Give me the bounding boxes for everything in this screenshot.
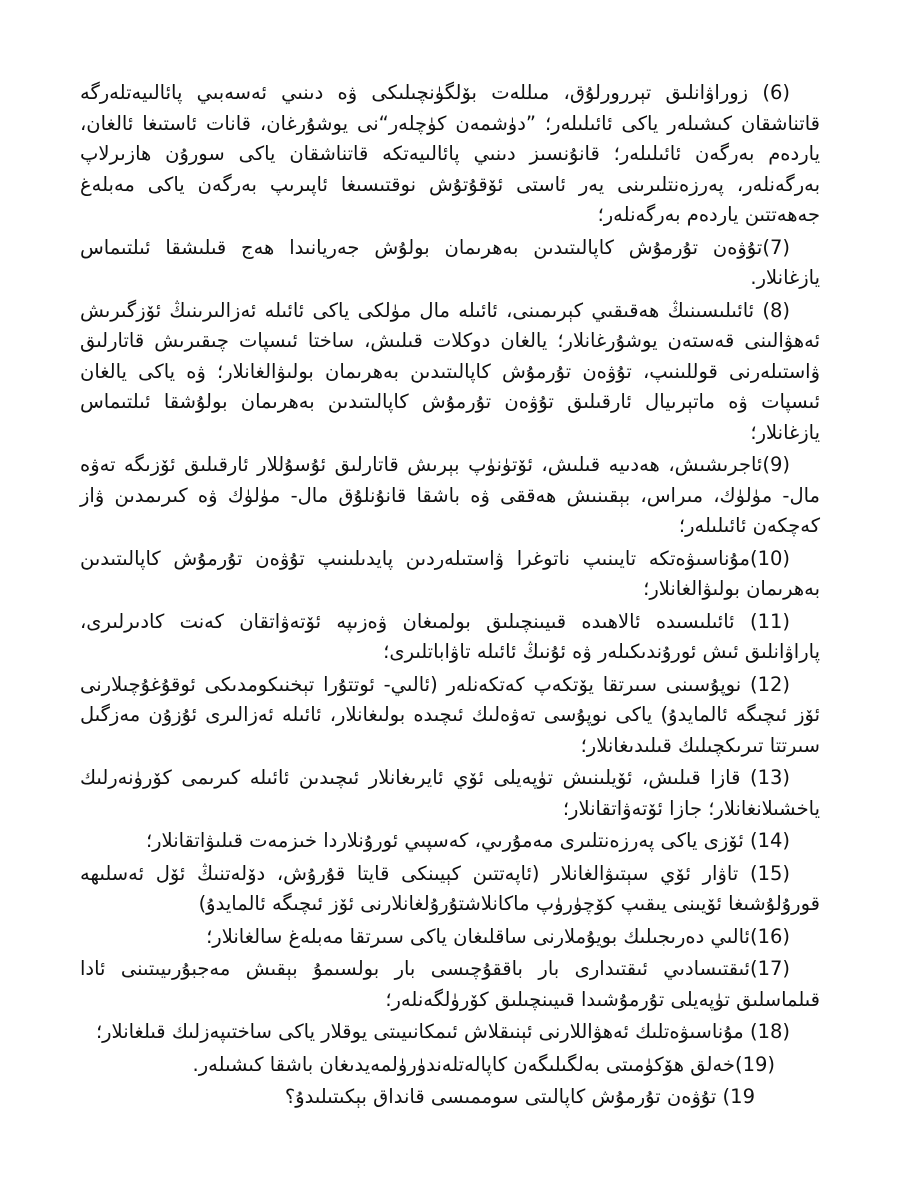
- paragraph-19: (19)خەلق ھۆكۈمىتى بەلگىلىگەن كاپالەتلەندۈرۈلمەيدىغان باشقا كىشىلەر.: [192, 1052, 775, 1076]
- section-question-heading: 19) تۇۋەن تۇرمۇش كاپالىتى سوممىسى قانداق بېكىتىلىدۇ؟: [284, 1085, 755, 1108]
- paragraph-8: (8) ئائىلىسىنىڭ ھەقىقىي كېرىمىنى، ئائىلە مال مۈلكى ياكى ئائىلە ئەزالىرىنىڭ ئۆزگىرىش ئەھۋالىنى قەستەن يوشۇرغانلار؛ يالغان دوكلات قىلىش، ساختا ئىسپات چىقىرىش قاتارلىق ۋاستىلەرنى قوللىنىپ، تۇۋەن تۇرمۇش كاپالىتىدىن بەھرىمان بولىۋالغانلار؛ ۋە ياكى يالغان ئىسپات ۋە ماتېرىيال ئارقىلىق تۇۋەن تۇرمۇش كاپالىتىدىن بەھرىمان بولۇشقا ئىلتىماس يازغانلار؛: [80, 298, 820, 444]
- document-body: [80, 78, 820, 1113]
- paragraph-10: (10)مۇناسىۋەتكە تايىنىپ ناتوغرا ۋاستىلەردىن پايدىلىنىپ تۇۋەن تۇرمۇش كاپالىتىدىن بەھرىمان بولىۋالغانلار؛: [80, 546, 820, 600]
- paragraph-15: (15) تاۋار ئۆي سېتىۋالغانلار (ئاپەتتىن كېيىنكى قايتا قۇرۇش، دۆلەتنىڭ ئۆل ئەسلىھە قورۇلۇشىغا ئۆيىنى يىقىپ كۆچۈرۈپ ماكانلاشتۇرۇلغانلارنى ئۆز ئىچىگە ئالمايدۇ): [80, 861, 820, 915]
- paragraph-9: (9)ئاجرىشىش، ھەدىيە قىلىش، ئۆتۈنۈپ بېرىش قاتارلىق ئۇسۇللار ئارقىلىق ئۆزىگە تەۋە مال- مۈلۈك، مىراس، بېقىنىش ھەققى ۋە باشقا قانۇنلۇق مال- مۈلۈك ۋە كىرىمدىن ۋاز كەچكەن ئائىلىلەر؛: [80, 453, 820, 537]
- paragraph-17: (17)ئىقتىسادىي ئىقتىدارى بار باققۇچىسى بار بولسىمۇ بېقىش مەجبۇرىيىتىنى ئادا قىلماسلىق تۈپەيلى تۇرمۇشىدا قىيىنچىلىق كۆرۈلگەنلەر؛: [80, 957, 820, 1011]
- paragraph-18: (18) مۇناسىۋەتلىك ئەھۋاللارنى ئېنىقلاش ئىمكانىيىتى يوقلار ياكى ساختىپەزلىك قىلغانلار؛: [95, 1020, 790, 1043]
- paragraph-14: (14) ئۆزى ياكى پەرزەنتلىرى مەمۇرىي، كەسپىي ئورۇنلاردا خىزمەت قىلىۋاتقانلار؛: [145, 829, 790, 852]
- paragraph-7: (7)تۇۋەن تۇرمۇش كاپالىتىدىن بەھرىمان بولۇش جەريانىدا ھەج قىلىشقا ئىلتىماس يازغانلار.: [80, 235, 820, 289]
- paragraph-6: (6) زوراۋانلىق تېررورلۇق، مىللەت بۆلگۈنچىلىكى ۋە دىنىي ئەسەبىي پائالىيەتلەرگە قاتناشقان كىشىلەر ياكى ئائىلىلەر؛ ”دۈشمەن كۈچلەر“نى يوشۇرغان، قانات ئاستىغا ئالغان، ياردەم بەرگەن ئائىلىلەر؛ قانۇنسىز دىنىي پائالىيەتكە قاتناشقان ياكى سورۇن هازىرلاپ بەرگەنلەر، پەرزەنتلىرىنى يەر ئاستى ئۆقۇتۇش نوقتىسىغا ئاپىرىپ بەرگەن ياكى مەبلەغ جەھەتتىن ياردەم بەرگەنلەر؛: [80, 81, 820, 226]
- paragraph-13: (13) قازا قىلىش، ئۆيلىنىش تۈپەيلى ئۆي ئايرىغانلار ئىچىدىن ئائىلە كىرىمى كۆرۈنەرلىك ياخشىلانغانلار؛ جازا ئۆتەۋاتقانلار؛: [80, 766, 820, 820]
- paragraph-16: (16)ئالىي دەرىجىلىك بويۇملارنى ساقلىغان ياكى سىرتقا مەبلەغ سالغانلار؛: [206, 924, 790, 948]
- paragraph-11: (11) ئائىلىسىدە ئالاھىدە قىيىنچىلىق بولمىغان ۋەزىپە ئۆتەۋاتقان كەنت كادىرلىرى، پاراۋانلىق ئىش ئورۇندىكىلەر ۋە ئۇنىڭ ئائىلە تاۋاباتلىرى؛: [80, 609, 820, 663]
- paragraph-12: (12) نوپۇسىنى سىرتقا يۆتكەپ كەتكەنلەر (ئالىي- ئوتتۇرا تېخنىكومدىكى ئوقۇغۇچىلارنى ئۆز ئىچىگە ئالمايدۇ) ياكى نوپۇسى تەۋەلىك ئىچىدە بولىغانلار، ئائىلە ئەزالىرى ئۇزۇن مەزگىل سىرتتا تىرىكچىلىك قىلىدىغانلار؛: [80, 672, 820, 757]
